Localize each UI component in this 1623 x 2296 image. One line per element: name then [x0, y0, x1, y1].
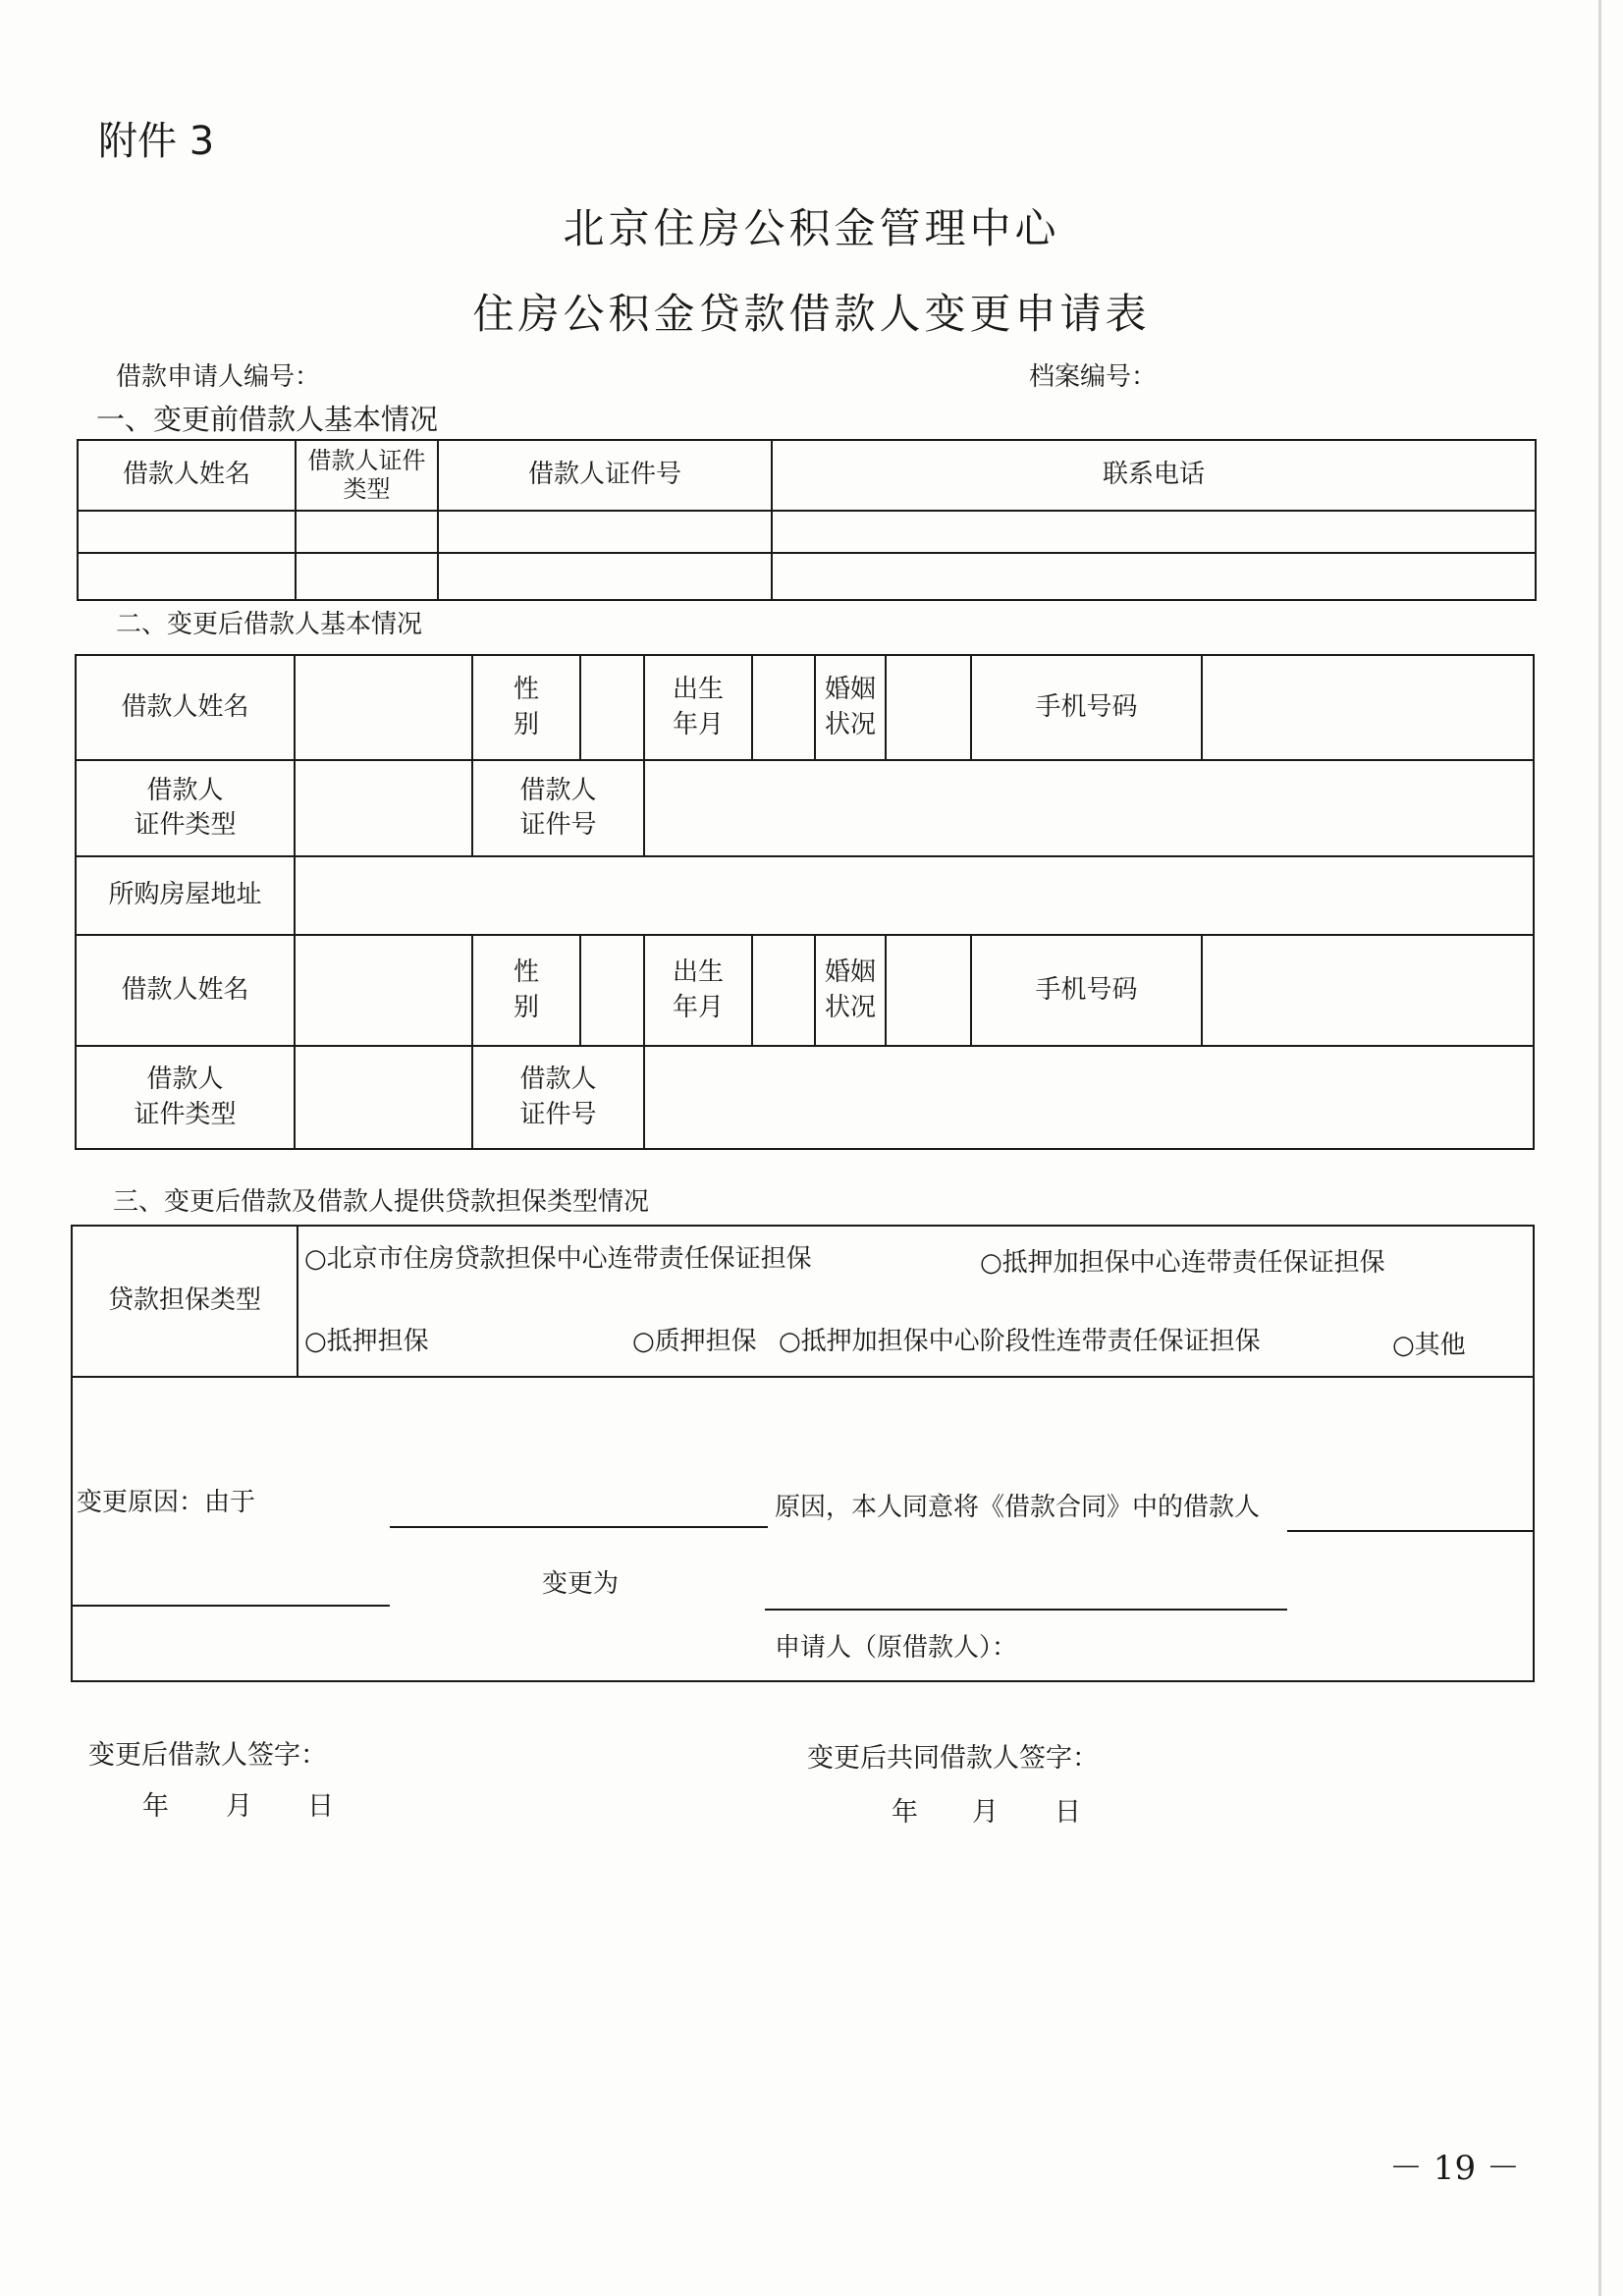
mobile-label: 手机号码: [971, 655, 1202, 760]
applicant-signature-label: 申请人（原借款人）：: [775, 1633, 1018, 1663]
reason-middle: 原因，本人同意将《借款合同》中的借款人: [775, 1493, 1261, 1522]
option-mortgage-plus-center[interactable]: ○抵押加担保中心连带责任保证担保: [980, 1248, 1385, 1278]
co-borrower-signature: 变更后共同借款人签字：: [807, 1743, 1099, 1774]
section3-heading: 三、变更后借款及借款人提供贷款担保类型情况: [113, 1187, 650, 1217]
marital-label-top: 婚姻: [824, 675, 876, 705]
option-mortgage-plus-center-phased[interactable]: ○抵押加担保中心阶段性连带责任保证担保: [779, 1327, 1261, 1356]
address-input[interactable]: [295, 856, 1534, 935]
id-no-label: [472, 1046, 644, 1149]
attachment-label: 附件 3: [98, 119, 215, 164]
option-pledge[interactable]: ○质押担保: [632, 1327, 757, 1356]
guarantee-options: [298, 1226, 1534, 1377]
header-id-number: 借款人证件号: [438, 440, 772, 511]
id-no-label: [472, 760, 644, 856]
guarantee-table: [71, 1225, 1535, 1682]
new-borrower-signature: 变更后借款人签字：: [88, 1740, 327, 1771]
option-other[interactable]: ○其他: [1392, 1331, 1466, 1360]
id-no-input[interactable]: [644, 760, 1534, 856]
guarantee-type-label: 贷款担保类型: [72, 1226, 298, 1377]
borrower-name-label: 借款人姓名: [76, 935, 295, 1046]
change-to-label: 变更为: [542, 1569, 620, 1599]
change-reason-cell: [72, 1377, 1534, 1681]
gender-input[interactable]: [580, 935, 644, 1046]
id-no-input[interactable]: [644, 1046, 1534, 1149]
reason-prefix: 变更原因：由于: [77, 1488, 256, 1517]
co-borrower-date-year: 年: [892, 1797, 918, 1828]
address-label: 所购房屋地址: [76, 856, 295, 935]
gender-label-top: 性: [513, 675, 539, 705]
archive-no-label: 档案编号：: [1029, 362, 1158, 392]
id-no-label-top: 借款人: [519, 775, 597, 805]
birth-label-bottom: 年月: [672, 709, 724, 739]
id-type-label-top: 借款人: [146, 1065, 224, 1095]
gender-input[interactable]: [580, 655, 644, 760]
birth-label-top: 出生: [672, 957, 724, 988]
cell-input[interactable]: [772, 511, 1536, 553]
cell-input[interactable]: [296, 553, 438, 600]
cell-input[interactable]: [296, 511, 438, 553]
option-beijing-guarantee-center[interactable]: ○北京市住房贷款担保中心连带责任保证担保: [304, 1244, 812, 1274]
cell-input[interactable]: [438, 553, 772, 600]
original-borrower-blank[interactable]: [1287, 1530, 1533, 1532]
marital-label: [815, 935, 886, 1046]
marital-input[interactable]: [886, 655, 971, 760]
id-no-label-bottom: 证件号: [519, 810, 597, 840]
mobile-input[interactable]: [1202, 935, 1534, 1046]
co-borrower-date-month: 月: [972, 1797, 999, 1828]
section2-heading: 二、变更后借款人基本情况: [116, 610, 423, 639]
gender-label: [472, 935, 580, 1046]
cell-input[interactable]: [78, 553, 296, 600]
gender-label-bottom: 别: [513, 992, 539, 1022]
id-type-label: [76, 1046, 295, 1149]
reason-blank[interactable]: [390, 1526, 768, 1528]
id-type-input[interactable]: [295, 760, 472, 856]
id-no-label-bottom: 证件号: [519, 1099, 597, 1129]
before-change-table: [77, 439, 1537, 601]
cell-input[interactable]: [438, 511, 772, 553]
title-organization: 北京住房公积金管理中心: [563, 204, 1060, 252]
id-type-label: [76, 760, 295, 856]
marital-label-top: 婚姻: [824, 957, 876, 988]
gender-label: [472, 655, 580, 760]
id-no-label-top: 借款人: [519, 1065, 597, 1095]
scan-edge: [1598, 0, 1601, 2296]
marital-label-bottom: 状况: [824, 992, 876, 1022]
id-type-label-bottom: 证件类型: [134, 1099, 237, 1129]
header-id-type: 借款人证件类型: [296, 440, 438, 511]
borrower-name-input[interactable]: [295, 655, 472, 760]
new-borrower-date-year: 年: [142, 1791, 169, 1822]
id-type-input[interactable]: [295, 1046, 472, 1149]
header-borrower-name: 借款人姓名: [78, 440, 296, 511]
birth-input[interactable]: [752, 655, 815, 760]
id-type-label-top: 借款人: [146, 775, 224, 805]
new-borrower-blank[interactable]: [765, 1609, 1287, 1611]
birth-label-bottom: 年月: [672, 992, 724, 1022]
marital-label-bottom: 状况: [824, 709, 876, 739]
section1-heading: 一、变更前借款人基本情况: [96, 403, 439, 436]
gender-label-bottom: 别: [513, 709, 539, 739]
title-form: 住房公积金贷款借款人变更申请表: [472, 290, 1151, 338]
birth-label-top: 出生: [672, 675, 724, 705]
after-change-table: [75, 654, 1535, 1150]
gender-label-top: 性: [513, 957, 539, 988]
page-number: － 19 －: [1389, 2149, 1520, 2188]
marital-label: [815, 655, 886, 760]
cell-input[interactable]: [772, 553, 1536, 600]
mobile-label: 手机号码: [971, 935, 1202, 1046]
id-type-label-bottom: 证件类型: [134, 810, 237, 840]
header-phone: 联系电话: [772, 440, 1536, 511]
birth-input[interactable]: [752, 935, 815, 1046]
cell-input[interactable]: [78, 511, 296, 553]
birth-label: [644, 655, 752, 760]
marital-input[interactable]: [886, 935, 971, 1046]
birth-label: [644, 935, 752, 1046]
applicant-no-label: 借款申请人编号：: [116, 362, 321, 392]
option-mortgage[interactable]: ○抵押担保: [304, 1327, 429, 1356]
original-borrower-blank-cont[interactable]: [73, 1605, 390, 1607]
new-borrower-date-day: 日: [307, 1791, 334, 1822]
new-borrower-date-month: 月: [226, 1791, 252, 1822]
borrower-name-input[interactable]: [295, 935, 472, 1046]
co-borrower-date-day: 日: [1055, 1797, 1081, 1828]
mobile-input[interactable]: [1202, 655, 1534, 760]
borrower-name-label: 借款人姓名: [76, 655, 295, 760]
